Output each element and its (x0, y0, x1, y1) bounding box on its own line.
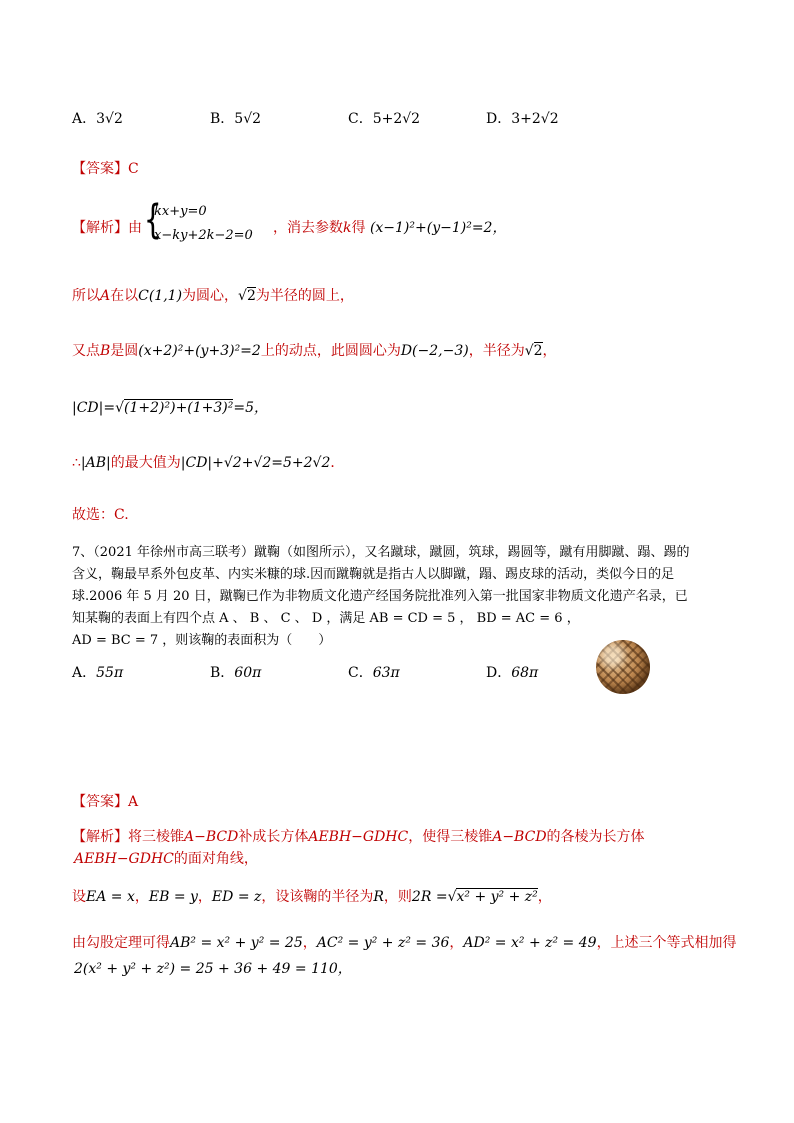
text-suoyi: 所以 (72, 288, 100, 304)
system-line-1: kx+y=0 (154, 204, 207, 219)
q6-option-b (210, 108, 261, 128)
text-max: 的最大值为 (110, 455, 181, 471)
q6-option-d (486, 108, 559, 128)
q6-line-2: 所以A在以C(1,1)为圆心，√2为半径的圆上， (72, 288, 354, 304)
option-expr: 3+2√2 (511, 111, 559, 127)
option-expr: 55π (96, 665, 124, 681)
q6-select: 故选：C. (72, 507, 129, 523)
q7-option-b (210, 662, 261, 682)
q7-analysis-line-2 (74, 848, 258, 868)
text-shiyuan: 是圆 (110, 343, 139, 359)
text-radius-is: ，半径为 (468, 343, 525, 359)
radius-r: R (373, 889, 384, 905)
option-expr: 5+2√2 (372, 111, 421, 127)
tetrahedron-2: A−BCD (492, 829, 547, 845)
option-label: C． (348, 111, 373, 127)
system-line-2: x−ky+2k−2=0 (154, 228, 253, 243)
answer-value: C (128, 161, 139, 177)
text-youdian: 又点 (72, 343, 100, 359)
q7-stem-line-3: 球.2006 年 5 月 20 日，蹴鞠已作为非物质文化遗产经国务院批准列入第一批国家非物质文化遗产名录，已 (72, 589, 688, 604)
ac-squared: AC² = y² + z² = 36 (316, 935, 450, 951)
comma: ， (537, 889, 552, 905)
q6-line-4: |CD|=√(1+2)²)+(1+3)²=5， (72, 400, 269, 416)
elim-k: k (343, 220, 352, 236)
text-moving-point: 上的动点，此圆圆心为 (260, 343, 401, 359)
q7-stem-line-1: 7、（2021 年徐州市高三联考）蹴鞠（如图所示），又名蹴球，蹴圆，筑球，踢圆等，蹴有用脚蹴、蹋、踢的 (72, 545, 690, 560)
point-a: A (100, 288, 111, 304)
option-label: A． (72, 111, 97, 127)
q6-analysis-label (72, 217, 142, 237)
q7-option-a (72, 662, 123, 682)
text-ze: ，则 (383, 889, 412, 905)
box-2: AEBH−GDHC (74, 851, 174, 867)
system-brace: { (143, 197, 162, 243)
max-expression: |CD|+√2+√2=5+2√2 (180, 455, 331, 471)
text-radius-of-ball: ，设该鞠的半径为 (261, 889, 374, 905)
text-face-diagonal: 的面对角线， (173, 851, 258, 867)
analysis-you-text: 由 (128, 220, 142, 236)
text-she: 设 (72, 889, 86, 905)
period: ． (330, 455, 345, 471)
comma: ， (449, 935, 464, 951)
therefore: ∴ (72, 455, 81, 471)
elim-de: 得 (351, 220, 366, 236)
q7-option-c (348, 662, 400, 682)
elim-text: ，消去参数 (273, 220, 343, 236)
text-radius: 为半径的圆上， (255, 288, 354, 304)
circle-b-equation: (x+2)²+(y+3)²=2 (138, 343, 261, 359)
option-label: D． (486, 665, 512, 681)
cd-left: |CD|= (72, 400, 116, 416)
center-c: C(1,1) (138, 288, 183, 304)
elimination-text (273, 217, 506, 237)
comma: ， (197, 889, 212, 905)
circle-equation: (x−1)²+(y−1)²=2， (369, 220, 507, 236)
option-expr: 68π (511, 665, 539, 681)
cd-right: =5， (233, 400, 269, 416)
option-label: C． (348, 665, 373, 681)
center-d: D(−2,−3) (400, 343, 469, 359)
text-geleng: 的各棱为长方体 (546, 829, 645, 845)
cuju-ball-image (596, 640, 650, 694)
eb-eq: EB = y (148, 889, 198, 905)
comma: ， (542, 343, 557, 359)
q6-option-a (72, 108, 123, 128)
text-add-three: ，上述三个等式相加得 (596, 935, 737, 951)
tetrahedron-1: A−BCD (184, 829, 239, 845)
option-expr: 63π (372, 665, 400, 681)
q6-line-3: 又点B是圆(x+2)²+(y+3)²=2上的动点，此圆圆心为D(−2,−3)，半径为√2， (72, 343, 557, 359)
option-label: B． (210, 665, 235, 681)
comma: ， (134, 889, 149, 905)
text-buchengchangfangti: 补成长方体 (238, 829, 309, 845)
analysis-label-text: 【解析】 (72, 829, 128, 845)
q6-option-c (348, 108, 420, 128)
two-r-radicand: x² + y² + z² (456, 889, 538, 905)
option-expr: 60π (234, 665, 262, 681)
q7-stem-line-4: 知某鞠的表面上有四个点 A 、 B 、 C 、 D ，满足 AB = CD = 5 ， BD = AC = 6 ， (72, 611, 580, 626)
two-r: 2R = (411, 889, 448, 905)
q7-stem-line-2: 含义，鞠最早系外包皮革、内实米糠的球.因而蹴鞠就是指古人以脚蹴，蹋、踢皮球的活动，类似今日的足 (72, 567, 675, 582)
q7-answer (72, 791, 138, 811)
ab-squared: AB² = x² + y² = 25 (170, 935, 303, 951)
option-label: D． (486, 111, 512, 127)
q6-line-5 (72, 452, 344, 472)
text-jiang: 将三棱锥 (128, 829, 184, 845)
q7-analysis-line-1 (72, 826, 645, 846)
option-expr: 3√2 (96, 111, 123, 127)
option-label: A． (72, 665, 97, 681)
text-gougu: 由勾股定理可得 (72, 935, 170, 951)
ed-eq: ED = z (211, 889, 262, 905)
q7-sum-line: 2(x² + y² + z²) = 25 + 36 + 49 = 110， (74, 961, 352, 977)
ab-abs: |AB| (80, 455, 111, 471)
q7-stem-line-5: AD = BC = 7 ，则该鞠的表面积为（ ） (72, 633, 332, 648)
text-shide: ，使得三棱锥 (408, 829, 493, 845)
option-expr: 5√2 (234, 111, 262, 127)
answer-label: 【答案】 (72, 161, 128, 177)
q7-option-d (486, 662, 538, 682)
q7-pythagoras-line (72, 932, 737, 952)
q7-setup-line: 设EA = x，EB = y，ED = z，设该鞠的半径为R，则2R =√x² + y² + z²， (72, 889, 552, 905)
text-zaiyi: 在以 (110, 288, 139, 304)
answer-label: 【答案】 (72, 794, 128, 810)
point-b: B (100, 343, 111, 359)
analysis-label-text: 【解析】 (72, 220, 128, 236)
q6-answer (72, 158, 139, 178)
ad-squared: AD² = x² + z² = 49 (463, 935, 597, 951)
ea-eq: EA = x (86, 889, 135, 905)
answer-value: A (128, 794, 139, 810)
text-center: 为圆心， (182, 288, 239, 304)
cd-radicand: (1+2)²)+(1+3)² (124, 400, 234, 416)
comma: ， (302, 935, 317, 951)
box-1: AEBH−GDHC (308, 829, 409, 845)
option-label: B． (210, 111, 235, 127)
